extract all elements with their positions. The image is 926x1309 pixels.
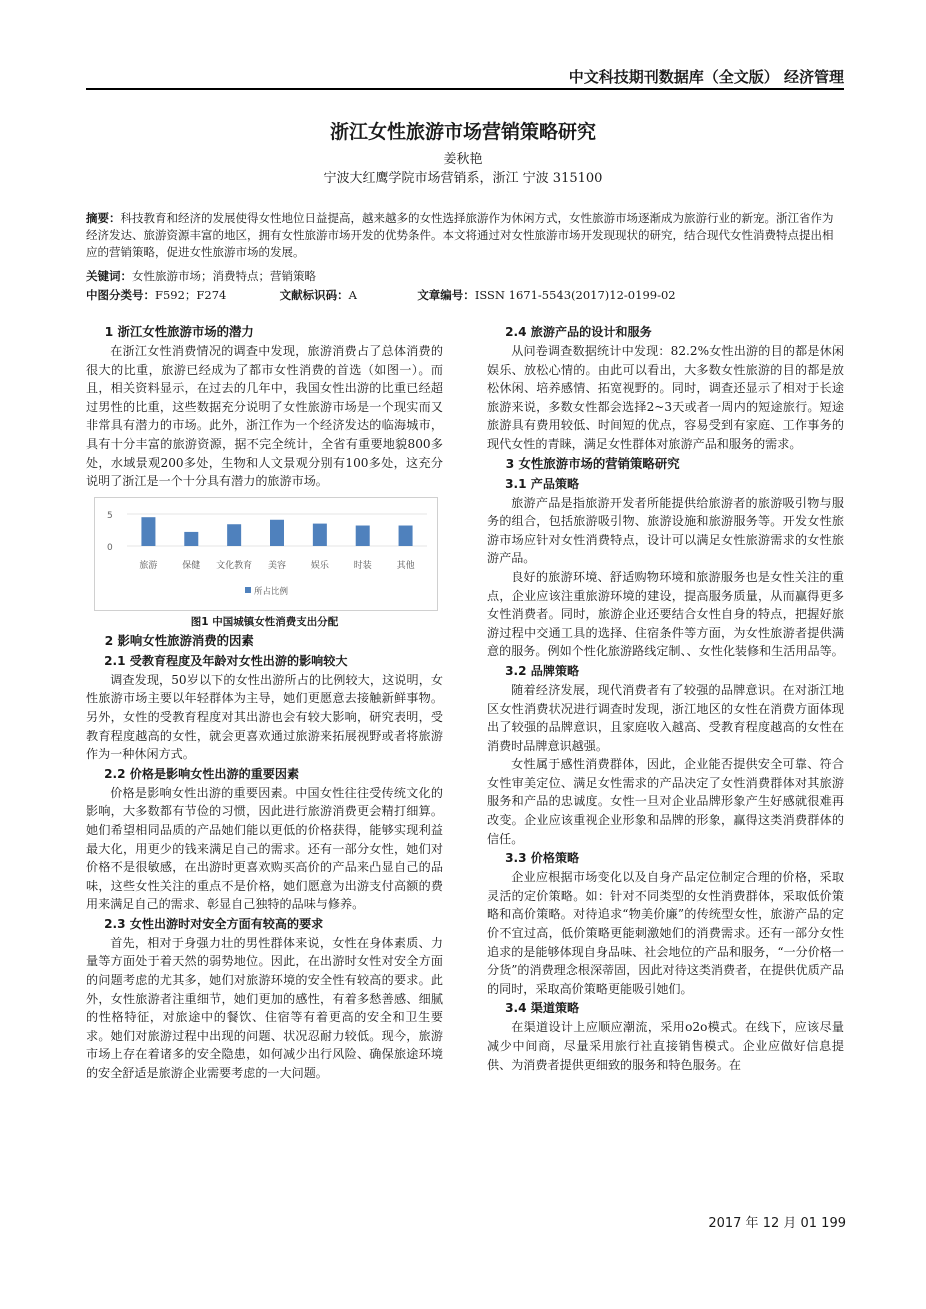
classification-line xyxy=(86,287,844,304)
doc-label: 文献标识码： xyxy=(279,288,349,302)
abstract xyxy=(86,210,844,261)
section-1-paragraph: 在浙江女性消费情况的调查中发现，旅游消费占了总体消费的很大的比重，旅游已经成为了都市女性消费的首选（如图一）。而且，相关资料显示，在过去的几年中，我国女性出游的比重已经超过男性的比重，这些数据充分说明了女性旅游市场是一个现实而又非常具有潜力的市场。此外，浙江作为一个经济发达的临海城市，具有十分丰富的旅游资源，据不完全统计，全省有重要地貌800多处，水域景观200多处，生物和人文景观分别有100多处，这充分说明了浙江是一个十分具有潜力的旅游市场。 xyxy=(86,344,443,489)
right-column xyxy=(487,322,844,1074)
section-3-2-heading: 3.2 品牌策略 xyxy=(505,663,580,678)
ytick-label-top: 5 xyxy=(107,510,113,521)
category-label-1: 保健 xyxy=(182,560,201,571)
category-label-5: 时装 xyxy=(353,560,372,571)
affiliation: 宁波大红鹰学院市场营销系，浙江 宁波 315100 xyxy=(323,171,603,186)
bar-3 xyxy=(270,520,284,546)
left-column xyxy=(86,322,443,1083)
paper-title: 浙江女性旅游市场营销策略研究 xyxy=(329,121,596,143)
category-label-0: 旅游 xyxy=(139,560,158,571)
category-label-2: 文化教育 xyxy=(216,560,253,571)
bar-5 xyxy=(356,525,370,545)
section-2-heading: 2 影响女性旅游消费的因素 xyxy=(104,632,254,648)
section-3-3-paragraph: 企业应根据市场变化以及自身产品定位制定合理的价格，采取灵活的定价策略。如：针对不同类型的女性消费群体，采取低价策略和高价策略。对待追求“物美价廉”的传统型女性，旅游产品的定价不宜过高，低价策略更能刺激她们的消费需求。还有一部分女性追求的是能够体现自身品味、社会地位的产品和服务，“一分价格一分货”的消费理念根深蒂固，因此对待这类消费者，在提供优质产品的同时，采取高价策略更能吸引她们。 xyxy=(487,870,844,996)
keywords xyxy=(86,268,844,285)
keywords-label: 关键词： xyxy=(86,269,132,283)
category-label-3: 美容 xyxy=(267,560,287,571)
section-1-heading: 1 浙江女性旅游市场的潜力 xyxy=(104,324,254,339)
page-footer: 2017 年 12 月 01 199 xyxy=(708,1216,846,1231)
cls-value: F592；F274 xyxy=(155,288,227,302)
section-2-2-paragraph: 价格是影响女性出游的重要因素。中国女性往往受传统文化的影响，大多数都有节俭的习惯，因此进行旅游消费更会精打细算。她们希望相同品质的产品她们能以更低的价格获得，能够实现利益最大化，用更少的钱来满足自己的需求。还有一部分女性，她们对价格不是很敏感，在出游时更喜欢购买高价的产品来凸显自己的品味，这些女性关注的重点不是价格，她们愿意为出游支付高额的费用来满足自己的需求、彰显自己独特的品味与修养。 xyxy=(86,785,443,912)
section-2-4-paragraph: 从问卷调查数据统计中发现：82.2%女性出游的目的都是休闲娱乐、放松心情的。由此可以看出，大多数女性旅游的目的都是放松休闲、培养感情、拓宽视野的。同时，调查还显示了相对于长途旅游来说，多数女性都会选择2~3天或者一周内的短途旅行。短途旅游具有费用较低、时间短的优点，容易受到有家庭、工作事务的现代女性的青睐，满足女性群体对旅游产品和服务的需求。 xyxy=(487,344,844,451)
section-2-4-heading: 2.4 旅游产品的设计和服务 xyxy=(505,325,652,339)
section-2-1-paragraph: 调查发现，50岁以下的女性出游所占的比例较大，这说明，女性旅游市场主要以年轻群体为主导，她们更愿意去接触新鲜事物。另外，女性的受教育程度对其出游也会有较大影响，研究表明，受教育程度越高的女性，就会更喜欢通过旅游来拓展视野或者将旅游作为一种休闲方式。 xyxy=(86,672,443,762)
legend-swatch xyxy=(245,587,251,593)
figure-1-caption: 图1 中国城镇女性消费支出分配 xyxy=(190,615,339,628)
section-3-2-paragraph-2: 女性属于感性消费群体，因此，企业能否提供安全可靠、符合女性审美定位、满足女性需求的产品决定了女性消费群体对其旅游服务和产品的忠诚度。女性一旦对企业品牌形象产生好感就很难再改变。企业应该重视企业形象和品牌的形象，赢得这类消费群体的信任。 xyxy=(487,757,844,846)
journal-header xyxy=(86,66,844,90)
journal-title: 中文科技期刊数据库（全文版） 经济管理 xyxy=(568,68,844,86)
ytick-label-zero: 0 xyxy=(107,542,113,553)
art-label: 文章编号： xyxy=(417,288,475,302)
section-3-1-paragraph-2: 良好的旅游环境、舒适购物环境和旅游服务也是女性关注的重点，企业应该注重旅游环境的建设，提高服务质量，从而赢得更多女性消费者。同时，旅游企业还要结合女性自身的特点，把握好旅游过程中交通工具的选择、住宿条件等方面，为女性旅游者提供满意的服务。例如个性化旅游路线定制、、女性化装修和生活用品等。 xyxy=(487,569,844,659)
bar-1 xyxy=(184,532,198,546)
section-3-3-heading: 3.3 价格策略 xyxy=(505,851,580,866)
category-label-4: 娱乐 xyxy=(310,560,329,571)
doc-value: A xyxy=(348,288,357,302)
section-3-heading: 3 女性旅游市场的营销策略研究 xyxy=(505,455,680,471)
category-label-6: 其他 xyxy=(396,560,415,571)
section-3-1-paragraph-1: 旅游产品是指旅游开发者所能提供给旅游者的旅游吸引物与服务的组合，包括旅游吸引物、旅游设施和旅游服务等。开发女性旅游市场应针对女性消费特点，设计可以满足女性旅游需求的女性旅游产品。 xyxy=(487,495,844,566)
abstract-label: 摘要： xyxy=(86,211,121,225)
section-2-2-heading: 2.2 价格是影响女性出游的重要因素 xyxy=(104,766,300,781)
section-3-2-paragraph-1: 随着经济发展，现代消费者有了较强的品牌意识。在对浙江地区女性消费状况进行调查时发现，浙江地区的女性在消费方面体现出了较强的品牌意识，且家庭收入越高、受教育程度越高的女性在消费时品牌意识越强。 xyxy=(487,682,844,753)
section-3-4-heading: 3.4 渠道策略 xyxy=(505,1001,580,1016)
abstract-text: 科技教育和经济的发展使得女性地位日益提高，越来越多的女性选择旅游作为休闲方式，女性旅游市场逐渐成为旅游行业的新宠。浙江省作为经济发达、旅游资源丰富的地区，拥有女性旅游市场开发的优势条件。本文将通过对女性旅游市场开发现现状的研究，结合现代女性消费特点提出相应的营销策略，促进女性旅游市场的发展。 xyxy=(86,211,834,259)
figure-1-chart xyxy=(94,497,438,611)
section-2-1-heading: 2.1 受教育程度及年龄对女性出游的影响较大 xyxy=(104,653,348,668)
section-3-1-heading: 3.1 产品策略 xyxy=(505,476,580,491)
bar-6 xyxy=(399,525,413,545)
bar-4 xyxy=(313,523,327,545)
author: 姜秋艳 xyxy=(443,152,483,167)
cls-label: 中图分类号： xyxy=(86,288,155,302)
bar-chart xyxy=(95,498,437,610)
bar-0 xyxy=(141,517,155,546)
keywords-text: 女性旅游市场；消费特点；营销策略 xyxy=(132,269,316,283)
art-value: ISSN 1671-5543(2017)12-0199-02 xyxy=(474,288,676,302)
section-2-3-paragraph: 首先，相对于身强力壮的男性群体来说，女性在身体素质、力量等方面处于着天然的弱势地位。因此，在出游时女性对安全方面的问题考虑的尤其多，她们对旅游环境的安全性有较高的要求。此外，女性旅游者注重细节，她们更加的感性，有着多愁善感、细腻的性格特征，对旅途中的餐饮、住宿等有着更高的安全和卫生要求。她们对旅游过程中出现的问题、状况忍耐力较低。现今，旅游市场上存在着诸多的安全隐患，如何减少出行风险、确保旅途环境的安全舒适是旅游企业需要考虑的一大问题。 xyxy=(86,935,443,1081)
section-2-3-heading: 2.3 女性出游时对安全方面有较高的要求 xyxy=(104,916,324,931)
bar-2 xyxy=(227,524,241,546)
section-3-4-paragraph: 在渠道设计上应顺应潮流，采用o2o模式。在线下，应该尽量减少中间商，尽量采用旅行社直接销售模式。企业应做好信息提供、为消费者提供更细致的服务和特色服务。在 xyxy=(487,1020,844,1072)
legend-label: 所占比例 xyxy=(254,586,289,597)
